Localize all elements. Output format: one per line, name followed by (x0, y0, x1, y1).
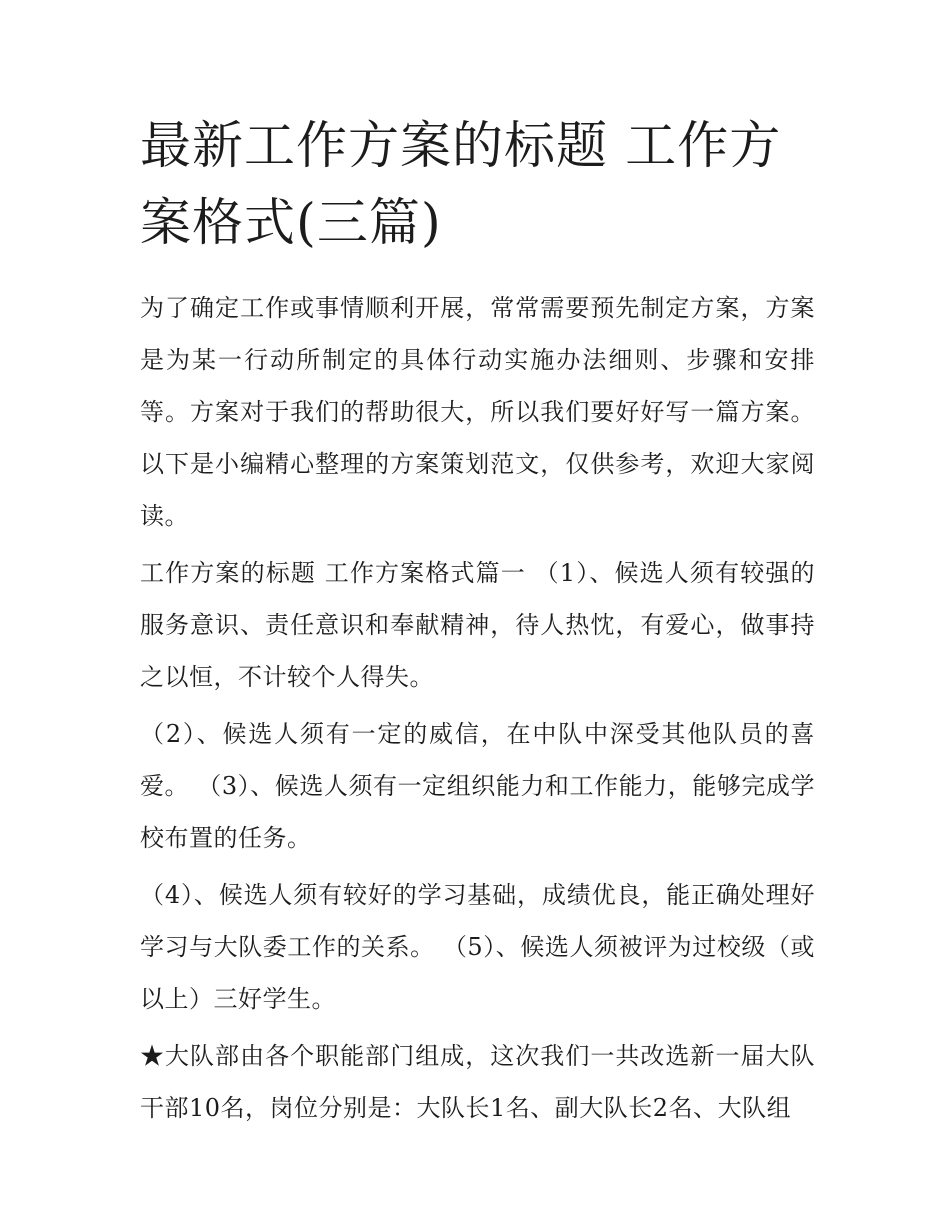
requirement-paragraph-4-5: （4）、候选人须有较好的学习基础，成绩优良，能正确处理好学习与大队委工作的关系。 （5）、候选人须被评为过校级（或以上）三好学生。 (140, 881, 815, 1013)
requirement-paragraph-2-3: （2）、候选人须有一定的威信，在中队中深受其他队员的喜爱。 （3）、候选人须有一定组织能力和工作能力，能够完成学校布置的任务。 (140, 720, 815, 852)
document-content (140, 108, 815, 1139)
cadre-positions-paragraph: ★大队部由各个职能部门组成，这次我们一共改选新一届大队干部10名，岗位分别是：大队长1名、副大队长2名、大队组 (140, 1042, 815, 1122)
intro-paragraph: 为了确定工作或事情顺利开展，常常需要预先制定方案，方案是为某一行动所制定的具体行动实施办法细则、步骤和安排等。方案对于我们的帮助很大，所以我们要好好写一篇方案。以下是小编精心整理的方案策划范文，仅供参考，欢迎大家阅读。 (140, 294, 815, 530)
requirement-paragraph-1: 工作方案的标题 工作方案格式篇一 （1）、候选人须有较强的服务意识、责任意识和奉献精神，待人热忱，有爱心，做事持之以恒，不计较个人得失。 (140, 559, 815, 691)
document-title: 最新工作方案的标题 工作方案格式(三篇) (140, 117, 782, 253)
document-body (140, 282, 815, 1134)
